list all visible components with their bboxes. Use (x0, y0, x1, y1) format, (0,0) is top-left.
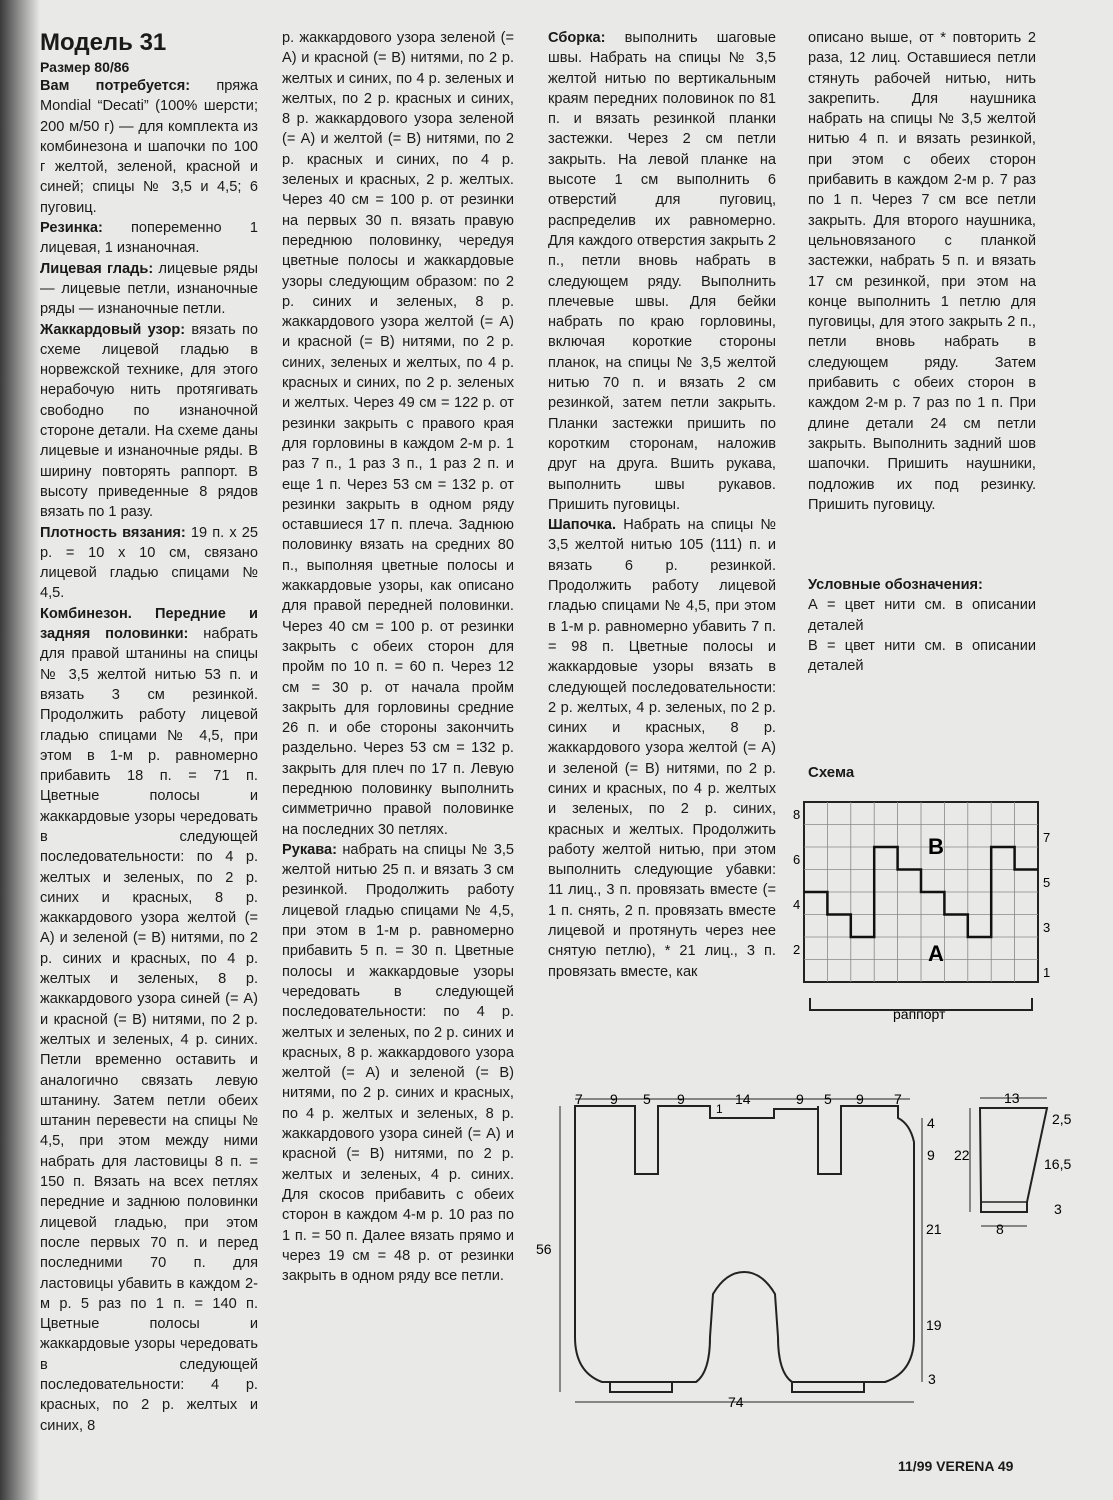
dim-label: 74 (728, 1394, 744, 1410)
dim-label: 9 (796, 1091, 804, 1107)
gauge-label: Плотность вязания: (40, 524, 186, 541)
sleeves-text: набрать на спицы № 3,5 желтой нитью 25 п. и вязать 3 см резинкой. Продолжить работу лицевой гладью спицами № 4,5, при этом в 1-м р. равномерно прибавить 5 п. = 30 п. Цветные полосы и жаккардовые узоры чередовать в следующей последовательности: по 4 р. желтых и зеленых, по 2 р. синих и красных, 8 р. жаккардового узора желтой (= А) и зеленой (= В) нитями, по 2 р. синих и красных, по 4 р. желтых и зеленых, 8 р. жаккардового узора синей (= А) и красной (= В) нитями, по 2 р. желтых и зеленых, 4 р. синих. Для скосов прибавить с обеих сторон в каждом 4-м р. 10 раз по 1 п. = 50 п. Далее вязать прямо и через 19 см = 48 р. от резинки закрыть в одном ряду все петли. (282, 841, 514, 1285)
size-label: Размер 80/86 (40, 59, 130, 75)
gauge-text: 19 п. х 25 р. = 10 х 10 см, связано лицевой гладью спицами № 4,5. (40, 524, 258, 602)
materials-label: Вам потребуется: (40, 78, 191, 94)
chart-letter-a: A (928, 941, 944, 966)
jacquard-text: вязать по схеме лицевой гладью в норвежской технике, для этого нерабочую нить протягивать свободно по изнаночной стороне детали. На схеме даны лицевые и изнаночные ряды. В ширину повторять раппорт. В высоту приведенные 8 рядов вязать по 1 разу. (40, 321, 258, 521)
overall-label: Комбинезон. Передние и задняя половинки: (40, 605, 258, 643)
page-footer (898, 1458, 1013, 1474)
dim-label: 3 (928, 1371, 936, 1387)
model-title: Модель 31 (40, 29, 167, 56)
page-number: 49 (997, 1458, 1014, 1474)
dim-label: 13 (1004, 1090, 1020, 1106)
dim-label: 19 (926, 1317, 942, 1333)
materials-text: пряжа Mondial “Decati” (100% шерсти; 200 м/50 г) — для комплекта из комбинезона и шапочки по 100 г желтой, зеленой, красной и синей; спицы № 3,5 и 4,5; 6 пуговиц. (40, 78, 258, 216)
sleeve-outline (980, 1108, 1047, 1212)
jacquard-paragraph (40, 320, 258, 523)
rib-paragraph (40, 218, 258, 259)
garment-schematic (530, 1082, 1080, 1432)
overall-continued-paragraph: р. жаккардового узора зеленой (= А) и красной (= В) нитями, по 2 р. желтых и синих, по 4 р. зеленых и желтых, по 2 р. красных и синих, 8 р. жаккардового узора зеленой (= А) и желтой (= В) нитями, по 2 р. красных и синих, по 4 р. зеленых и красных, 2 р. желтых. Через 40 см = 100 р. от резинки на первых 30 п. вязать правую переднюю половинку, чередуя цветные полосы и жаккардовые узоры следующим образом: по 2 р. синих и зеленых, 8 р. жаккардового узора желтой (= А) и красной (= В) нитями, по 2 р. синих, зеленых и желтых, по 4 р. красных и синих, по 2 р. зеленых и желтых. Через 49 см = 122 р. от резинки закрыть с правого края для горловины в каждом 2-м р. 1 раз 7 п., 1 раз 3 п., 1 раз 2 п. и еще 1 п. Через 53 см = 132 р. от резинки закрыть в одном ряду оставшиеся 17 п. плеча. Заднюю половинку вязать на средних 80 п., выполняя цветные полосы и жаккардовые узоры, как описано для правой передней половинки. Через 40 см = 100 р. от резинки закрыть с обеих сторон для пройм по 10 п. = 60 п. Через 12 см = 30 р. от начала пройм закрыть для горловины средние 26 п. и обе стороны закончить раздельно. Через 53 см = 132 р. закрыть для плеч по 17 п. Левую переднюю половинку выполнить симметрично правой половинке на последних 30 петлях. (282, 30, 514, 838)
dim-label: 2,5 (1052, 1111, 1072, 1127)
text-column-4 (808, 28, 1036, 677)
dim-label: 9 (927, 1147, 935, 1163)
rib-text: попеременно 1 лицевая, 1 изнаночная. (40, 220, 258, 257)
chart-row-number: 1 (1043, 965, 1051, 980)
legend-title: Условные обозначения: (808, 577, 983, 594)
rib-label: Резинка: (40, 220, 103, 237)
legend-b: В = цвет нити см. в описании деталей (808, 638, 1036, 675)
chart-row-number: 8 (793, 807, 801, 822)
dim-label: 9 (610, 1091, 618, 1107)
text-column-2 (282, 28, 514, 1286)
overall-paragraph (40, 604, 258, 1436)
chart-row-number: 4 (793, 897, 801, 912)
left-leg-rib (610, 1382, 672, 1392)
dim-label: 7 (894, 1091, 902, 1107)
chart-letter-b: B (928, 834, 944, 859)
dim-label: 22 (954, 1147, 970, 1163)
hat-paragraph (548, 515, 776, 982)
dim-label: 7 (575, 1091, 583, 1107)
dim-label: 21 (926, 1221, 942, 1237)
stockinette-text: лицевые ряды — лицевые петли, изнаночные ряды — изнаночные петли. (40, 260, 258, 318)
assembly-text: выполнить шаговые швы. Набрать на спицы № 3,5 желтой нитью по вертикальным краям передних половинок по 81 п. и вязать резинкой планки застежки. Через 2 см петли закрыть. На левой планке на высоте 1 см выполнить 6 отверстий для пуговиц, распределив их равномерно. Для каждого отверстия закрыть 2 п., петли вновь набрать в следующем ряду. Выполнить плечевые швы. Для бейки набрать по краю горловины, включая короткие стороны планок, на спицы № 3,5 желтой нитью 70 п. и вязать 2 см резинкой, затем петли закрыть. Планки застежки пришить по коротким сторонам, наложив друг на друга. Вшить рукава, выполнить швы рукавов. Пришить пуговицы. (548, 30, 776, 513)
dim-label: 14 (735, 1091, 751, 1107)
dim-label: 9 (856, 1091, 864, 1107)
sleeves-paragraph (282, 840, 514, 1287)
right-leg-rib (792, 1382, 864, 1392)
materials-paragraph (40, 76, 258, 218)
dim-label: 5 (643, 1091, 651, 1107)
issue-label: 11/99 VERENA (898, 1458, 994, 1474)
chart-row-number: 7 (1043, 830, 1051, 845)
chart-row-number: 3 (1043, 920, 1051, 935)
jacquard-chart (790, 798, 1060, 1034)
dim-label: 1 (716, 1102, 723, 1116)
dim-label: 4 (927, 1115, 935, 1131)
dim-label: 16,5 (1044, 1156, 1072, 1172)
dim-label: 56 (536, 1241, 552, 1257)
stockinette-paragraph (40, 259, 258, 320)
hat-continued-paragraph: описано выше, от * повторить 2 раза, 12 лиц. Оставшиеся петли стянуть рабочей нитью, нить закрепить. Для наушника набрать на спицы № 3,5 желтой нитью 4 п. и вязать резинкой, при этом с обеих сторон прибавить в каждом 2-м р. 7 раз по 1 п. Через 7 см все петли закрыть. Для второго наушника, цельновязаного с планкой застежки, набрать 5 п. и вязать 17 см резинкой, при этом на конце выполнить 1 петлю для пуговицы, для этого закрыть 2 п., петли вновь набрать в следующем ряду. Затем прибавить с обеих сторон в каждом 2-м р. 7 раз по 1 п. При длине детали 24 см петли закрыть. Выполнить задний шов шапочки. Пришить наушники, подложив их под резинку. Пришить пуговицу. (808, 30, 1036, 513)
rapport-label: раппорт (893, 1006, 946, 1022)
chart-row-number: 2 (793, 942, 801, 957)
chart-row-number: 6 (793, 852, 801, 867)
gauge-paragraph (40, 523, 258, 604)
dim-label: 3 (1054, 1201, 1062, 1217)
sleeves-label: Рукава: (282, 841, 338, 858)
schema-label: Схема (808, 764, 855, 781)
jacquard-label: Жаккардовый узор: (40, 321, 186, 338)
romper-outline (575, 1106, 914, 1382)
dim-label: 8 (996, 1221, 1004, 1237)
assembly-paragraph (548, 28, 776, 515)
text-column-1 (40, 28, 258, 1436)
hat-label: Шапочка. (548, 517, 617, 534)
stockinette-label: Лицевая гладь: (40, 260, 154, 277)
page-edge-shadow (0, 0, 40, 1500)
legend-a: А = цвет нити см. в описании деталей (808, 597, 1036, 634)
hat-text: Набрать на спицы № 3,5 желтой нитью 105 (111) п. и вязать 6 р. резинкой. Продолжить работу лицевой гладью спицами № 4,5, при этом в 1-м р. равномерно убавить 7 п. = 98 п. Цветные полосы и жаккардовые узоры вязать в следующей последовательности: 2 р. желтых, 4 р. зеленых, по 2 р. синих и красных, 8 р. жаккардового узора желтой (= А) и зеленой (= В) нитями, по 2 р. синих и красных, по 4 р. желтых и зеленых, по 2 р. синих, красных и желтых. Продолжить работу желтой нитью, при этом выполнить следующие убавки: 11 лиц., 3 п. провязать вместе (= 1 п. снять, 2 п. провязать вместе лицевой и протянуть через нее снятую петлю), * 21 лиц., 3 п. провязать вместе, как (548, 517, 776, 980)
overall-text: набрать для правой штанины на спицы № 3,5 желтой нитью 53 п. и вязать 3 см резинкой. Продолжить работу лицевой гладью спицами № 4,5, при этом в 1-м р. равномерно прибавить 18 п. = 71 п. Цветные полосы и жаккардовые узоры чередовать в следующей последовательности: по 4 р. желтых и зеленых, по 2 р. синих и красных, 8 р. жаккардового узора желтой (= А) и зеленой (= В) нитями, по 2 р. синих и красных, по 4 р. желтых и зеленых, 8 р. жаккардового узора синей (= А) и красной (= В) нитями, по 2 р. желтых и зеленых, 4 р. синих. Петли временно оставить и аналогично связать левую штанину. Затем петли обеих штанин перевести на спицы № 4,5, при этом между ними набрать для ластовицы 8 п. = 150 п. Вязать на всех петлях передние и заднюю половинки лицевой гладью, при этом после первых 70 п. и перед последними 70 п. для ластовицы убавить в каждом 2-м р. 5 раз по 1 п. = 140 п. Цветные полосы и жаккардовые узоры чередовать в следующей последовательности: 4 р. красных, по 2 р. желтых и синих, 8 (40, 626, 258, 1434)
chart-row-number: 5 (1043, 875, 1051, 890)
dim-label: 9 (677, 1091, 685, 1107)
dim-label: 5 (824, 1091, 832, 1107)
assembly-label: Сборка: (548, 30, 606, 46)
text-column-3 (548, 28, 776, 982)
